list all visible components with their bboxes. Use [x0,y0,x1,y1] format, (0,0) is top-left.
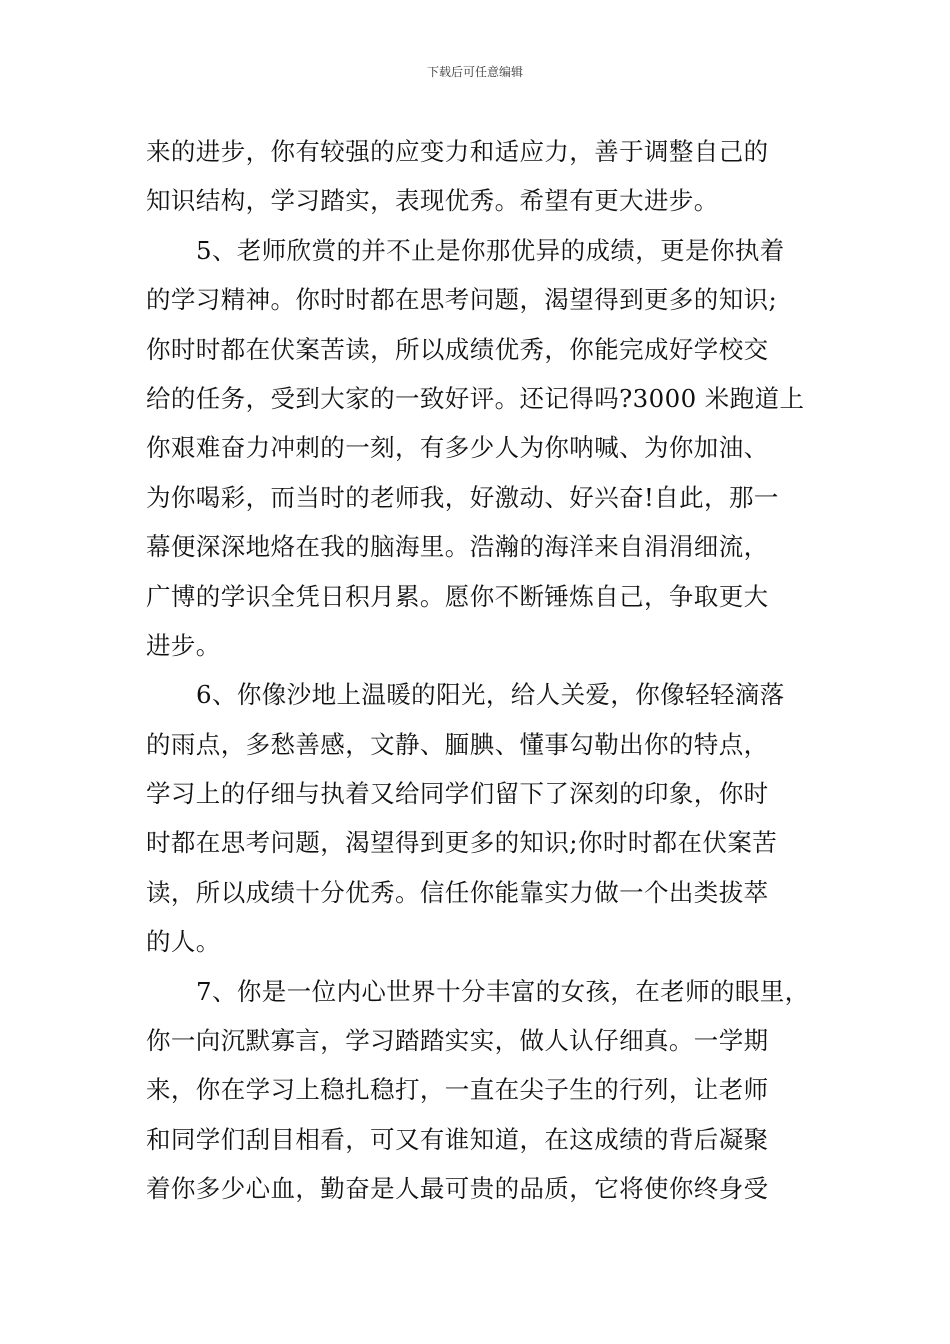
text-line: 幕便深深地烙在我的脑海里。浩瀚的海洋来自涓涓细流， [146,532,769,562]
page-header: 下载后可任意编辑 [426,65,523,79]
text-line: 广博的学识全凭日积月累。愿你不断锤炼自己，争取更大 [146,581,769,611]
text-line: 你一向沉默寡言，学习踏踏实实，做人认仔细真。一学期 [146,1026,769,1056]
text-line: 为你喝彩，而当时的老师我，好激动、好兴奋!自此，那一 [146,482,779,512]
text-line: 你时时都在伏案苦读，所以成绩优秀，你能完成好学校交 [146,334,769,364]
text-line: 和同学们刮目相看，可又有谁知道，在这成绩的背后凝聚 [146,1124,769,1154]
document-body [146,127,846,1214]
text-line: 知识结构，学习踏实，表现优秀。希望有更大进步。 [146,186,719,216]
text-line: 进步。 [146,630,221,660]
text-line: 的学习精神。你时时都在思考问题，渴望得到更多的知识; [146,285,778,315]
paragraph-start-line: 7、你是一位内心世界十分丰富的女孩，在老师的眼里， [196,976,810,1006]
text-line: 学习上的仔细与执着又给同学们留下了深刻的印象，你时 [146,779,769,809]
text-line: 给的任务，受到大家的一致好评。还记得吗?3000 米跑道上 [146,383,805,413]
text-line: 时都在思考问题，渴望得到更多的知识;你时时都在伏案苦 [146,828,778,858]
text-line: 的人。 [146,927,221,957]
paragraph-start-line: 6、你像沙地上温暖的阳光，给人关爱，你像轻轻滴落 [196,680,785,710]
text-line: 来的进步，你有较强的应变力和适应力，善于调整自己的 [146,137,769,166]
text-line: 你艰难奋力冲刺的一刻，有多少人为你呐喊、为你加油、 [146,433,769,463]
text-line: 着你多少心血，勤奋是人最可贵的品质，它将使你终身受 [146,1174,769,1204]
text-line: 的雨点，多愁善感，文静、腼腆、懂事勾勒出你的特点， [146,729,769,759]
paragraph-start-line: 5、老师欣赏的并不止是你那优异的成绩，更是你执着 [196,235,785,265]
text-line: 读，所以成绩十分优秀。信任你能靠实力做一个出类拔萃 [146,877,769,907]
text-line: 来，你在学习上稳扎稳打，一直在尖子生的行列，让老师 [146,1075,769,1105]
